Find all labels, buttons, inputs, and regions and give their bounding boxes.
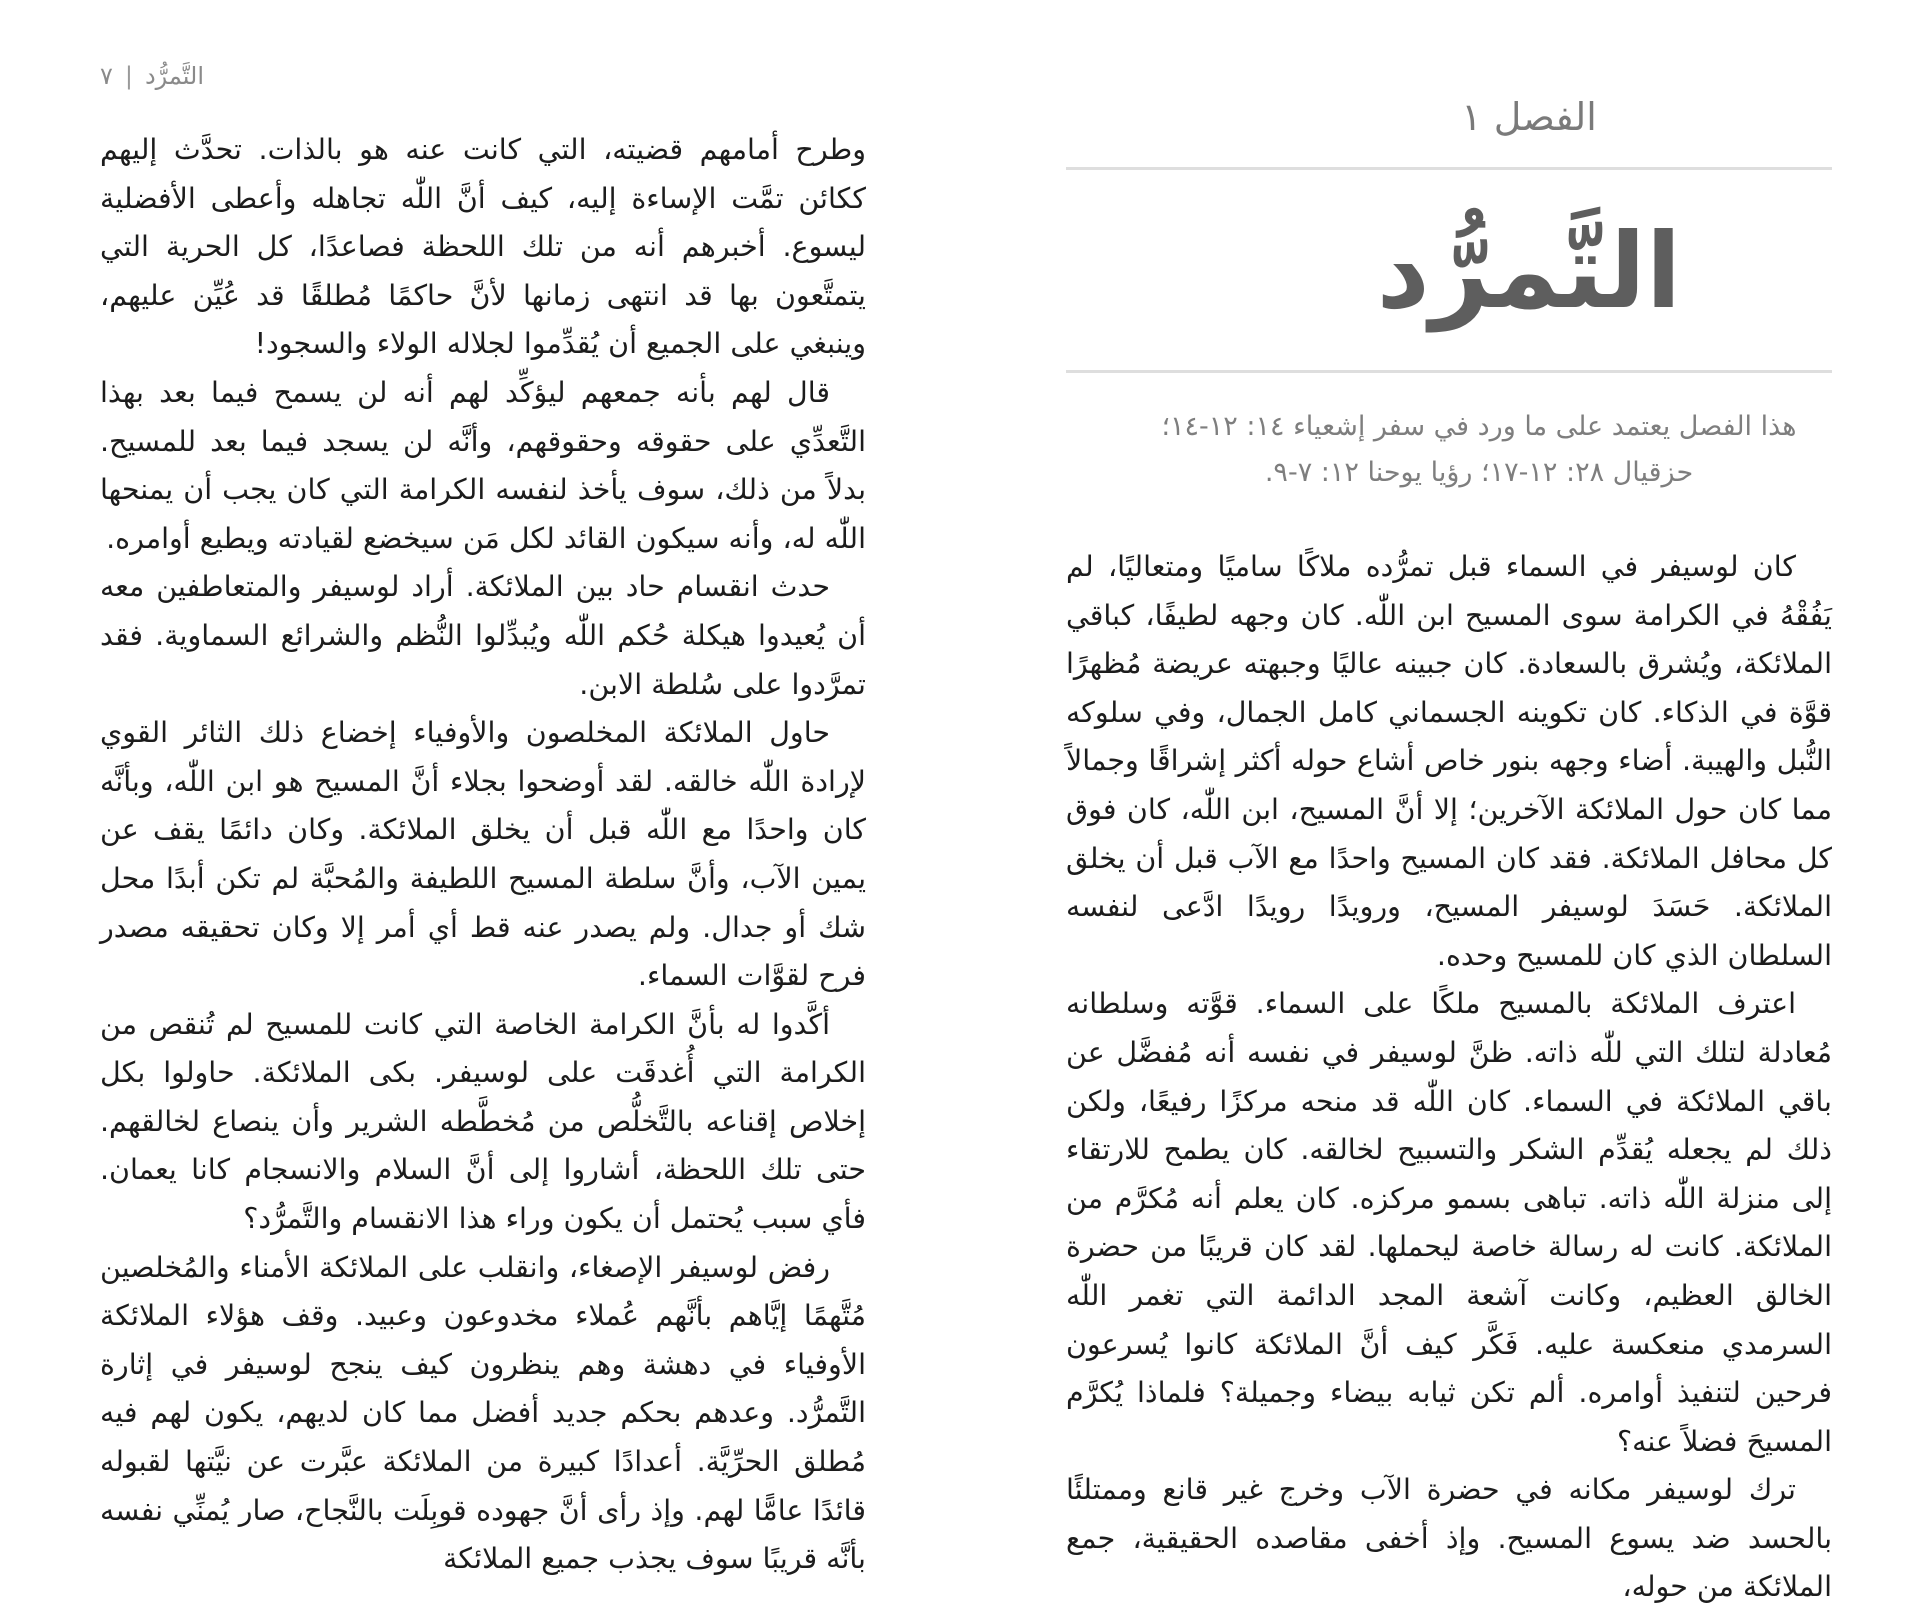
- page-number: ٧: [100, 62, 113, 90]
- running-head: [100, 62, 204, 90]
- paragraph: وطرح أمامهم قضيته، التي كانت عنه هو بالذات. تحدَّث إليهم ككائن تمَّت الإساءة إليه، كيف أنَّ اللّٰه تجاهله وأعطى الأفضلية ليسوع. أخبرهم أنه من تلك اللحظة فصاعدًا، كل الحرية التي يتمتَّعون بها قد انتهى زمانها لأنَّ حاكمًا مُطلقًا قد عُيِّن عليهم، وينبغي على الجميع أن يُقدِّموا لجلاله الولاء والسجود!: [100, 133, 866, 361]
- paragraph: كان لوسيفر في السماء قبل تمرُّده ملاكًا ساميًا ومتعاليًا، لم يَفُقْهُ في الكرامة سوى المسيح ابن اللّٰه. كان وجهه لطيفًا، كباقي الملائكة، ويُشرق بالسعادة. كان جبينه عاليًا وجبهته عريضة مُظهرًا قوَّة في الذكاء. كان تكوينه الجسماني كامل الجمال، وفي سلوكه النُّبل والهيبة. أضاء وجهه بنور خاص أشاع حوله أكثر إشراقًا وجمالاً مما كان حول الملائكة الآخرين؛ إلا أنَّ المسيح، ابن اللّٰه، كان فوق كل محافل الملائكة. فقد كان المسيح واحدًا مع الآب قبل أن يخلق الملائكة. حَسَدَ لوسيفر المسيح، ورويدًا رويدًا ادَّعى لنفسه السلطان الذي كان للمسيح وحده.: [1066, 550, 1832, 972]
- paragraph: رفض لوسيفر الإصغاء، وانقلب على الملائكة الأمناء والمُخلصين مُتَّهمًا إيَّاهم بأنَّهم عُملاء مخدوعون وعبيد. وقف هؤلاء الملائكة الأوفياء في دهشة وهم ينظرون كيف ينجح لوسيفر في إثارة التَّمرُّد. وعدهم بحكم جديد أفضل مما كان لديهم، يكون لهم فيه مُطلق الحرِّيَّة. أعدادًا كبيرة من الملائكة عبَّرت عن نيَّتها لقبوله قائدًا عامًّا لهم. وإذ رأى أنَّ جهوده قوبِلَت بالنَّجاح، صار يُمنِّي نفسه بأنَّه قريبًا سوف يجذب جميع الملائكة: [100, 1250, 866, 1576]
- running-head-title: التَّمرُّد: [144, 62, 205, 90]
- paragraph: ترك لوسيفر مكانه في حضرة الآب وخرج غير قانع وممتلئًا بالحسد ضد يسوع المسيح. وإذ أخفى مقاصده الحقيقية، جمع الملائكة من حوله،: [1066, 1473, 1832, 1604]
- epigraph-line: هذا الفصل يعتمد على ما ورد في سفر إشعياء ١٤: ١٢-١٤؛: [1161, 411, 1797, 442]
- paragraph: حاول الملائكة المخلصون والأوفياء إخضاع ذلك الثائر القوي لإرادة اللّٰه خالقه. لقد أوضحوا بجلاء أنَّ المسيح هو ابن اللّٰه، وبأنَّه كان واحدًا مع اللّٰه قبل أن يخلق الملائكة. وكان دائمًا يقف عن يمين الآب، وأنَّ سلطة المسيح اللطيفة والمُحبَّة لم تكن أبدًا محل شك أو جدال. ولم يصدر عنه قط أي أمر إلا وكان تحقيقه مصدر فرح لقوَّات السماء.: [100, 716, 866, 993]
- title-rule-top: [1066, 167, 1832, 170]
- paragraph: أكَّدوا له بأنَّ الكرامة الخاصة التي كانت للمسيح لم تُنقص من الكرامة التي أُغدقَت على لوسيفر. بكى الملائكة. حاولوا بكل إخلاص إقناعه بالتَّخلُّص من مُخطَّطه الشرير وأن ينصاع لخالقهم. حتى تلك اللحظة، أشاروا إلى أنَّ السلام والانسجام كانا يعمان. فأي سبب يُحتمل أن يكون وراء هذا الانقسام والتَّمرُّد؟: [100, 1007, 866, 1236]
- running-head-separator: |: [124, 62, 133, 90]
- paragraph: قال لهم بأنه جمعهم ليؤكِّد لهم أنه لن يسمح فيما بعد بهذا التَّعدِّي على حقوقه وحقوقهم، وأنَّه لن يسجد فيما بعد للمسيح. بدلاً من ذلك، سوف يأخذ لنفسه الكرامة التي كان يجب أن يمنحها اللّٰه له، وأنه سيكون القائد لكل مَن سيخضع لقيادته ويطيع أوامره.: [100, 375, 866, 555]
- chapter-epigraph: [1066, 404, 1832, 496]
- chapter-title: التَّمرُّد: [1376, 210, 1682, 332]
- epigraph-line: حزقيال ٢٨: ١٢-١٧؛ رؤيا يوحنا ١٢: ٧-٩.: [1264, 457, 1694, 488]
- paragraph: حدث انقسام حاد بين الملائكة. أراد لوسيفر والمتعاطفين معه أن يُعيدوا هيكلة حُكم اللّٰه ويُبدِّلوا النُّظم والشرائع السماوية. فقد تمرَّدوا على سُلطة الابن.: [100, 570, 866, 701]
- right-page-body: [1066, 543, 1832, 1604]
- chapter-label: الفصل ١: [1461, 95, 1597, 139]
- paragraph: اعترف الملائكة بالمسيح ملكًا على السماء. قوَّته وسلطانه مُعادلة لتلك التي للّٰه ذاته. ظنَّ لوسيفر في نفسه أنه مُفضَّل عن باقي الملائكة في السماء. كان اللّٰه قد منحه مركزًا رفيعًا، ولكن ذلك لم يجعله يُقدِّم الشكر والتسبيح لخالقه. كان يطمح للارتقاء إلى منزلة اللّٰه ذاته. تباهى بسمو مركزه. كان يعلم أنه مُكرَّم من الملائكة. كانت له رسالة خاصة ليحملها. لقد كان قريبًا من حضرة الخالق العظيم، وكانت آشعة المجد الدائمة التي تغمر اللّٰه السرمدي منعكسة عليه. فَكَّر كيف أنَّ الملائكة كانوا يُسرعون فرحين لتنفيذ أوامره. ألم تكن ثيابه بيضاء وجميلة؟ فلماذا يُكرَّم المسيحَ فضلاً عنه؟: [1066, 987, 1832, 1458]
- title-rule-bottom: [1066, 370, 1832, 373]
- left-page-body: [100, 126, 866, 1576]
